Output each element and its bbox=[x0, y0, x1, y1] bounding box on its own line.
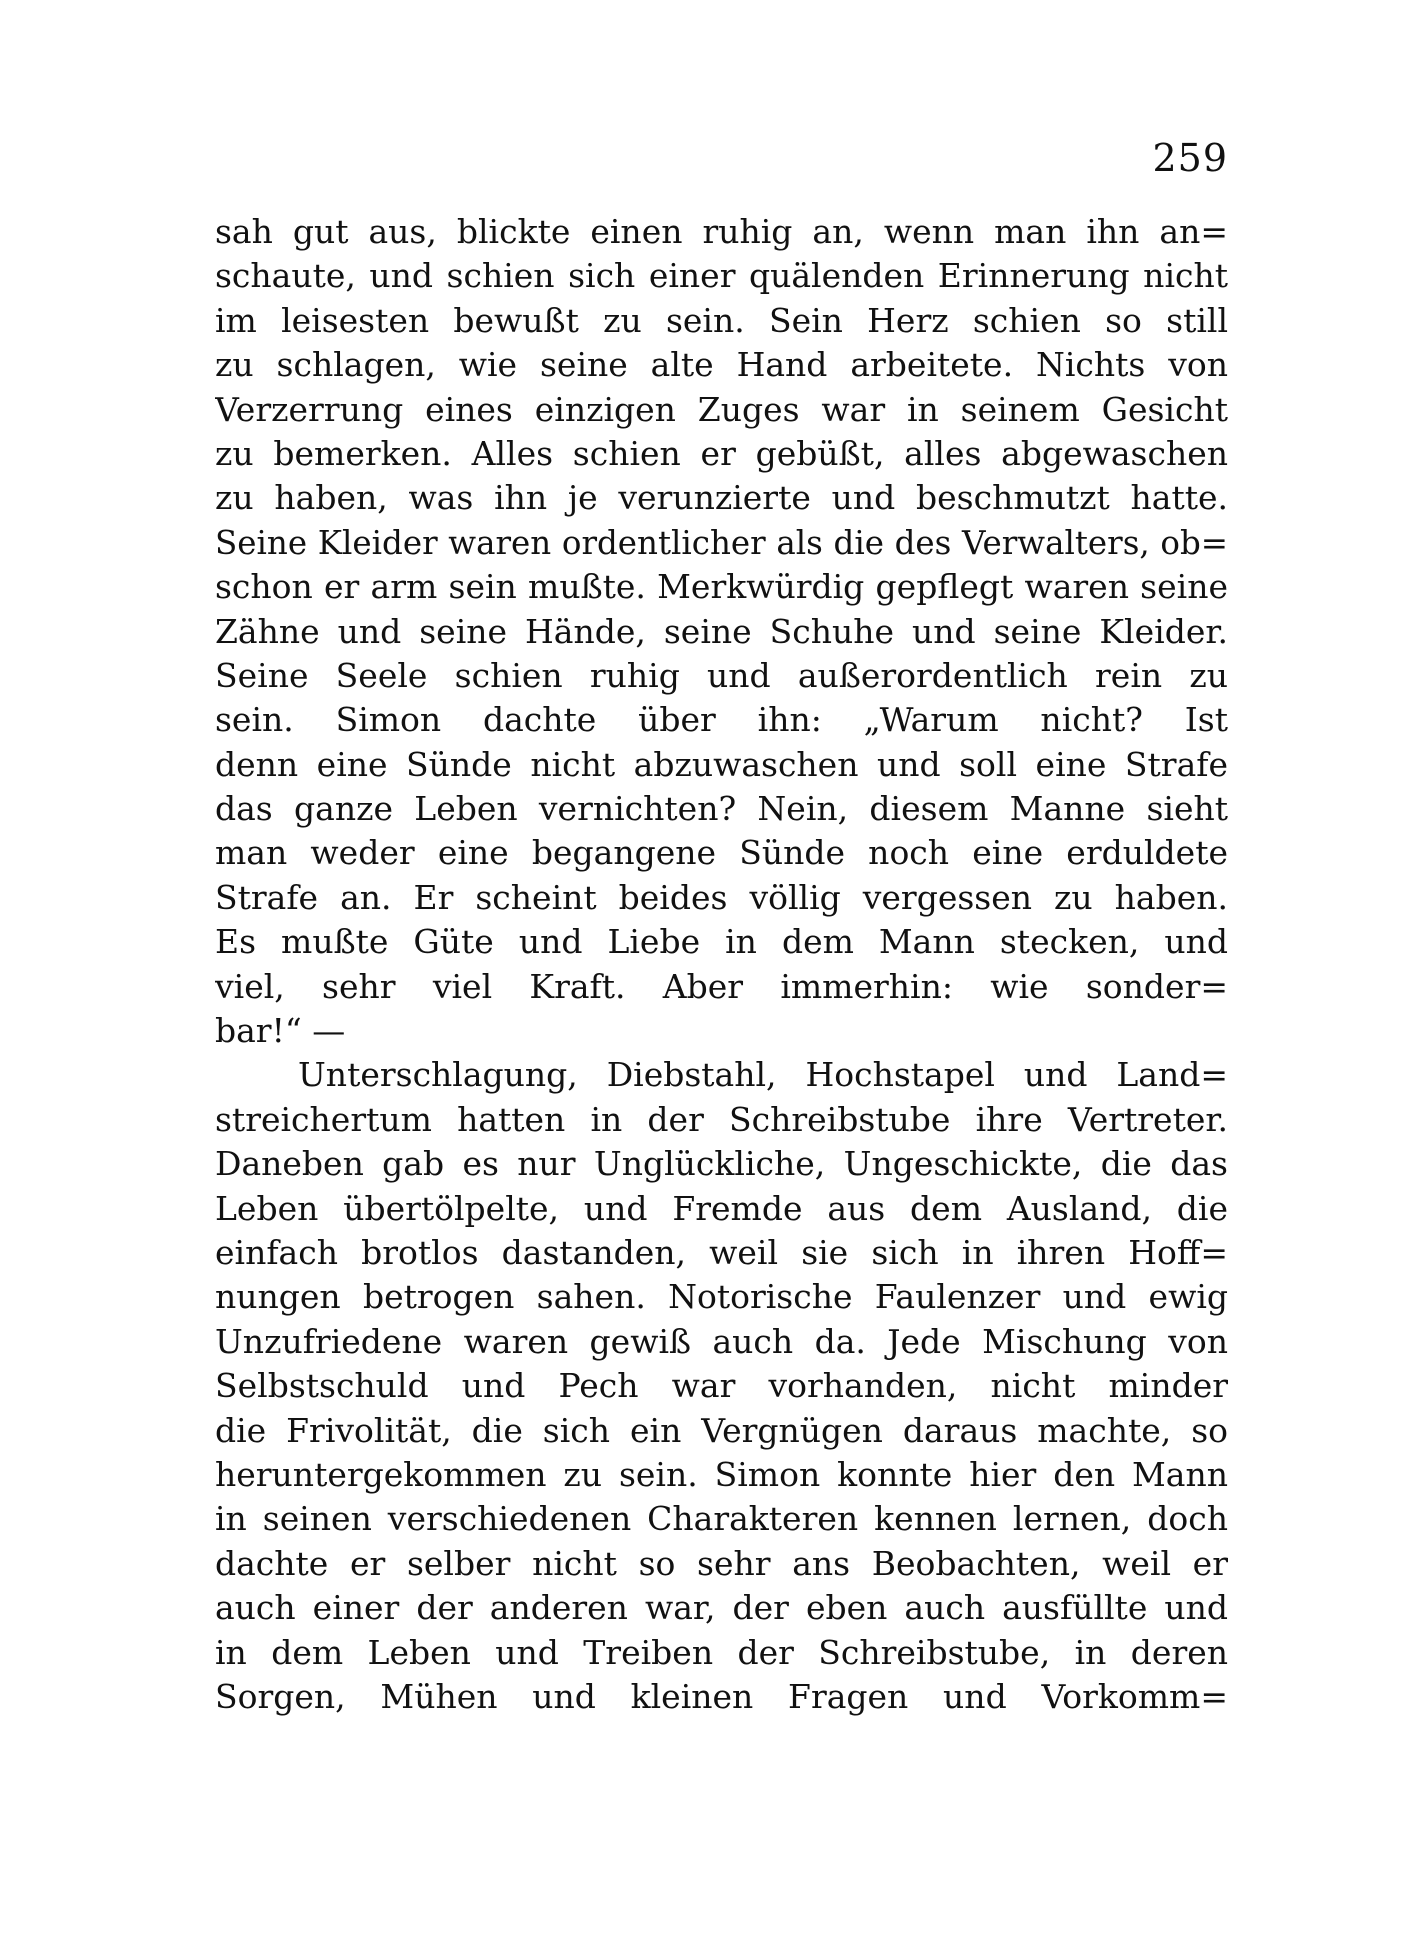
text-line: Daneben gab es nur Unglückliche, Ungeschickte, die das bbox=[215, 1144, 1228, 1184]
text-line: nungen betrogen sahen. Notorische Faulenzer und ewig bbox=[215, 1277, 1228, 1317]
text-line: denn eine Sünde nicht abzuwaschen und soll eine Strafe bbox=[215, 744, 1228, 784]
text-line: Selbstschuld und Pech war vorhanden, nicht minder bbox=[215, 1366, 1228, 1406]
text-line: Zähne und seine Hände, seine Schuhe und seine Kleider. bbox=[215, 611, 1228, 651]
text-line: zu bemerken. Alles schien er gebüßt, alles abgewaschen bbox=[215, 433, 1228, 473]
text-line: Verzerrung eines einzigen Zuges war in seinem Gesicht bbox=[215, 389, 1228, 429]
text-line: einfach brotlos dastanden, weil sie sich in ihren Hoff= bbox=[215, 1232, 1228, 1272]
page-number: 259 bbox=[1152, 136, 1228, 180]
text-line: zu haben, was ihn je verunzierte und beschmutzt hatte. bbox=[215, 478, 1228, 518]
text-line: Es mußte Güte und Liebe in dem Mann stecken, und bbox=[215, 922, 1228, 962]
text-line: in seinen verschiedenen Charakteren kennen lernen, doch bbox=[215, 1499, 1228, 1539]
text-line: man weder eine begangene Sünde noch eine erduldete bbox=[215, 833, 1228, 873]
text-line: Sorgen, Mühen und kleinen Fragen und Vorkomm= bbox=[215, 1676, 1228, 1716]
text-line: heruntergekommen zu sein. Simon konnte hier den Mann bbox=[215, 1454, 1228, 1494]
text-line: in dem Leben und Treiben der Schreibstube, in deren bbox=[215, 1632, 1228, 1672]
body-text bbox=[215, 210, 1228, 1719]
paragraph-start-line: Unterschlagung, Diebstahl, Hochstapel und Land= bbox=[298, 1055, 1228, 1095]
text-line: streichertum hatten in der Schreibstube ihre Vertreter. bbox=[215, 1099, 1228, 1139]
text-line: im leisesten bewußt zu sein. Sein Herz schien so still bbox=[215, 300, 1228, 340]
text-line: das ganze Leben vernichten? Nein, diesem Manne sieht bbox=[215, 789, 1228, 829]
text-line: auch einer der anderen war, der eben auch ausfüllte und bbox=[215, 1588, 1228, 1628]
text-line: Unzufriedene waren gewiß auch da. Jede Mischung von bbox=[215, 1321, 1228, 1361]
text-line: die Frivolität, die sich ein Vergnügen daraus machte, so bbox=[215, 1410, 1228, 1450]
text-line: zu schlagen, wie seine alte Hand arbeitete. Nichts von bbox=[215, 345, 1228, 385]
paragraph-end-line: bar!“ — bbox=[215, 1011, 346, 1051]
text-line: sein. Simon dachte über ihn: „Warum nicht? Ist bbox=[215, 700, 1228, 740]
text-line: schon er arm sein mußte. Merkwürdig gepflegt waren seine bbox=[215, 567, 1228, 607]
text-line: Seine Kleider waren ordentlicher als die des Verwalters, ob= bbox=[215, 523, 1228, 562]
text-line: viel, sehr viel Kraft. Aber immerhin: wie sonder= bbox=[215, 966, 1228, 1006]
text-line: Strafe an. Er scheint beides völlig vergessen zu haben. bbox=[215, 877, 1228, 917]
text-line: Leben übertölpelte, und Fremde aus dem Ausland, die bbox=[215, 1188, 1228, 1228]
text-line: Seine Seele schien ruhig und außerordentlich rein zu bbox=[215, 655, 1228, 695]
text-line: sah gut aus, blickte einen ruhig an, wenn man ihn an= bbox=[215, 212, 1228, 251]
text-line: dachte er selber nicht so sehr ans Beobachten, weil er bbox=[215, 1543, 1228, 1583]
text-line: schaute, und schien sich einer quälenden Erinnerung nicht bbox=[215, 256, 1228, 296]
